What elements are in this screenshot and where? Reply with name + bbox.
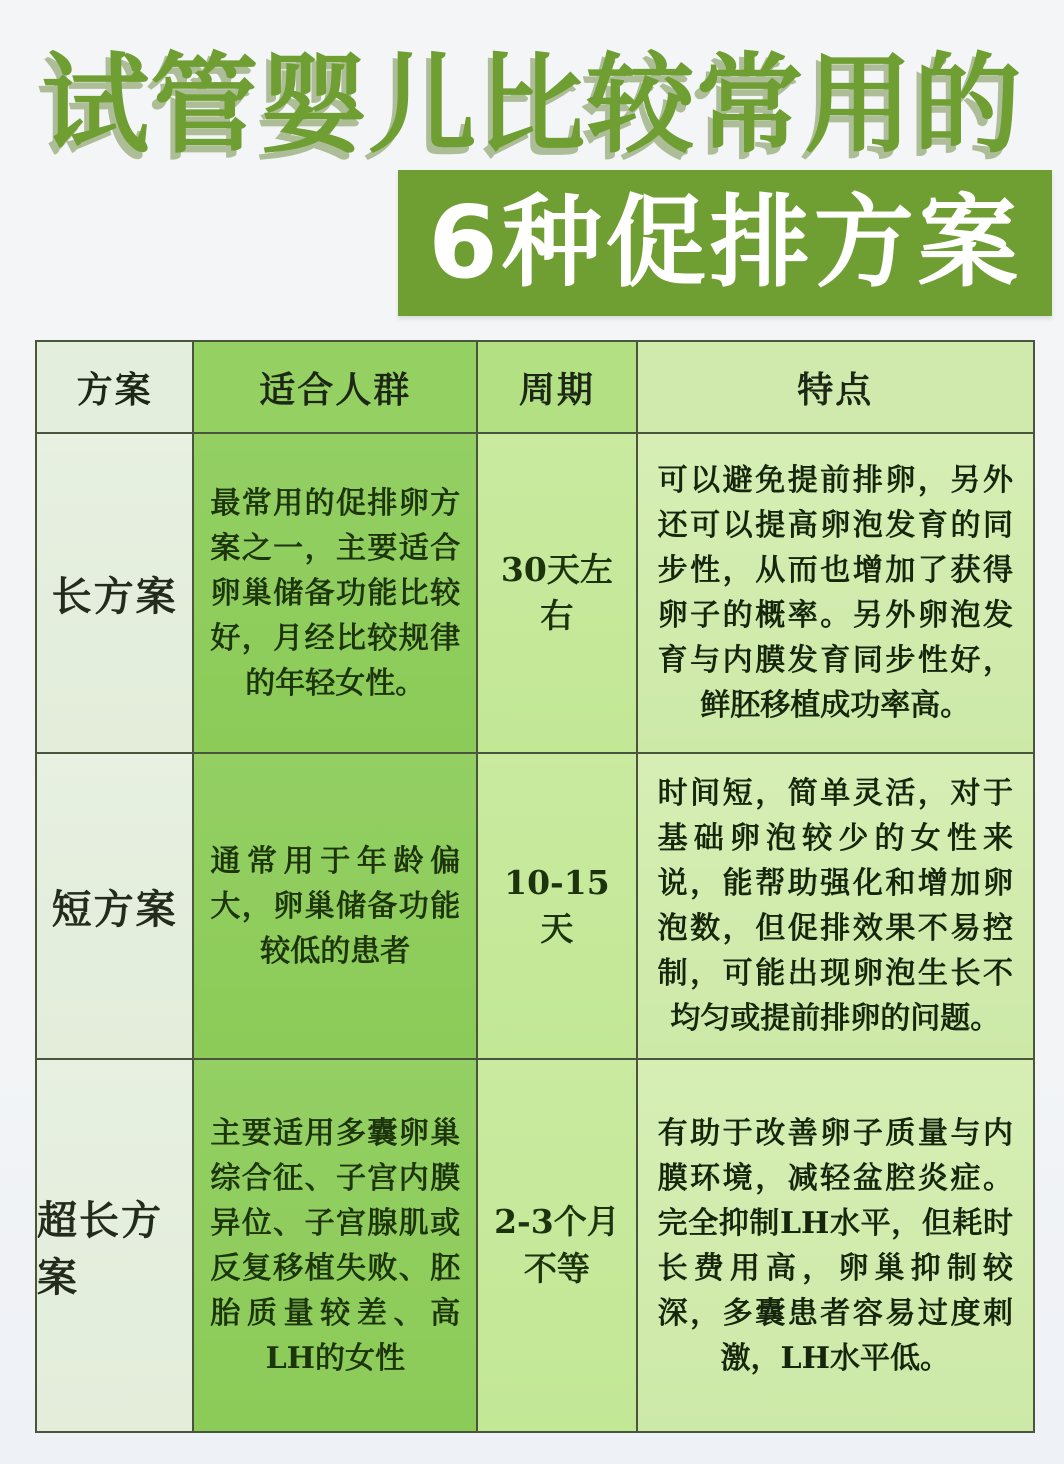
header-cell-features (638, 342, 1033, 434)
audience-text-long: 最常用的促排卵方案之一，主要适合卵巢储备功能比较好，月经比较规律的年轻女性。 (210, 485, 461, 701)
page-title: 试管婴儿比较常用的 (41, 43, 1023, 168)
subtitle-banner-text: 6种促排方案 (428, 184, 1022, 301)
header-cell-cycle (478, 342, 637, 434)
plan-cell-ultralong (37, 1060, 194, 1431)
audience-cell-short (194, 754, 478, 1060)
subtitle-banner (398, 170, 1052, 316)
audience-text-ultralong: 主要适用多囊卵巢综合征、子宫内膜异位、子宫腺肌或反复移植失败、胚胎质量较差、高LH的女性 (210, 1115, 461, 1376)
plan-label-short: 短方案 (51, 886, 178, 933)
header-cycle-label: 周期 (518, 369, 595, 411)
cycle-text-long: 30天左右 (500, 549, 613, 635)
plan-cell-long (37, 434, 194, 754)
audience-text-short: 通常用于年龄偏大，卵巢储备功能较低的患者 (210, 843, 461, 969)
cycle-cell-long (478, 434, 637, 754)
protocols-table (35, 340, 1035, 1433)
header-audience-label: 适合人群 (259, 369, 412, 411)
features-cell-short (638, 754, 1033, 1060)
audience-cell-ultralong (194, 1060, 478, 1431)
features-text-short: 时间短，简单灵活，对于基础卵泡较少的女性来说，能帮助强化和增加卵泡数，但促排效果不易控制，可能出现卵泡生长不均匀或提前排卵的问题。 (657, 776, 1013, 1036)
header-features-label: 特点 (797, 369, 874, 411)
header-cell-plan (37, 342, 194, 434)
features-cell-long (638, 434, 1033, 754)
features-text-ultralong: 有助于改善卵子质量与内膜环境，减轻盆腔炎症。完全抑制LH水平，但耗时长费用高，卵巢抑制较深，多囊患者容易过度刺激，LH水平低。 (657, 1115, 1013, 1376)
cycle-text-short: 10-15天 (504, 862, 610, 948)
audience-cell-long (194, 434, 478, 754)
features-cell-ultralong (638, 1060, 1033, 1431)
plan-cell-short (37, 754, 194, 1060)
plan-label-long: 长方案 (51, 573, 178, 620)
features-text-long: 可以避免提前排卵，另外还可以提高卵泡发育的同步性，从而也增加了获得卵子的概率。另外卵泡发育与内膜发育同步性好，鲜胚移植成功率高。 (657, 463, 1013, 723)
cycle-text-ultralong: 2-3个月不等 (494, 1202, 620, 1288)
plan-label-ultralong: 超长方案 (37, 1197, 163, 1301)
cycle-cell-short (478, 754, 637, 1060)
cycle-cell-ultralong (478, 1060, 637, 1431)
header-cell-audience (194, 342, 478, 434)
header-plan-label: 方案 (76, 369, 153, 411)
